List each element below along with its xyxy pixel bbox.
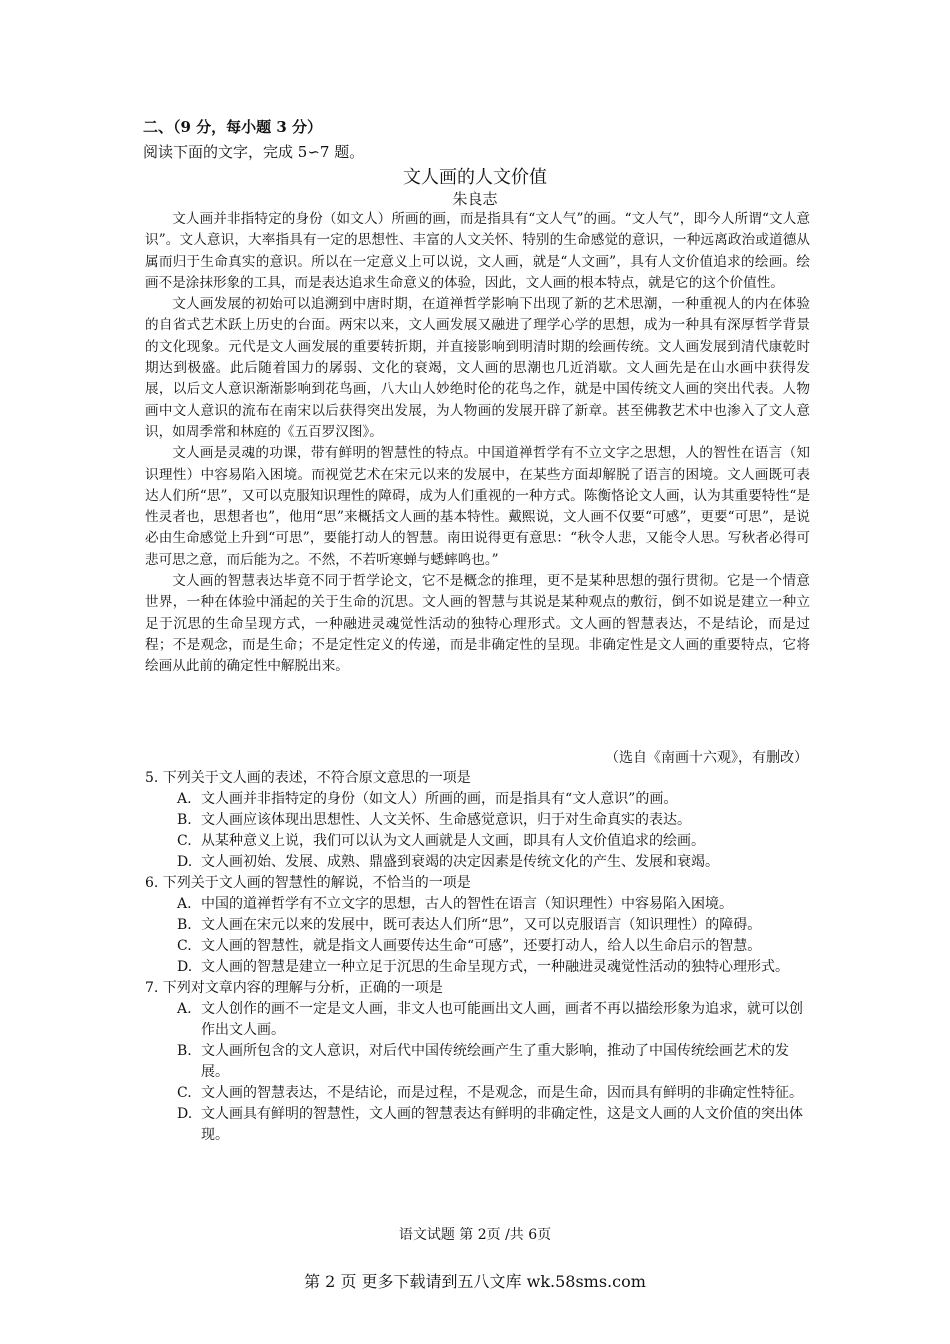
option-d bbox=[177, 1104, 813, 1146]
question-stem: 6. 下列关于文人画的智慧性的解说，不恰当的一项是 bbox=[145, 875, 471, 891]
option-text: 从某种意义上说，我们可以认为文人画就是人文画，即具有人文价值追求的绘画。 bbox=[201, 833, 705, 849]
option-c bbox=[177, 831, 813, 852]
option-letter: C. bbox=[177, 1085, 192, 1101]
option-c bbox=[177, 936, 813, 957]
option-text: 文人画应该体现出思想性、人文关怀、生命感觉意识，归于对生命真实的表达。 bbox=[201, 812, 691, 828]
download-banner: 第 2 页 更多下载请到五八文库 wk.58sms.com bbox=[304, 1272, 646, 1291]
option-letter: A. bbox=[177, 896, 192, 912]
option-letter: C. bbox=[177, 938, 192, 954]
article-paragraph: 文人画的智慧表达毕竟不同于哲学论文，它不是概念的推理，更不是某种思想的强行贯彻。它是一个情意世界，一种在体验中涌起的关于生命的沉思。文人画的智慧与其说是某种观点的敷衍，倒不如说是建立一种立足于沉思的生命呈现方式，一种融进灵魂觉性活动的独特心理形式。文人画的智慧表达，不是结论，而是过程；不是观念，而是生命；不是定性定义的传递，而是非确定性的呈现。非确定性是文人画的重要特点，它将绘画从此前的确定性中解脱出来。 bbox=[145, 573, 810, 675]
option-letter: C. bbox=[177, 833, 192, 849]
option-letter: D. bbox=[177, 1106, 193, 1122]
question-stem: 5. 下列关于文人画的表述，不符合原文意思的一项是 bbox=[145, 770, 471, 786]
option-b bbox=[177, 915, 813, 936]
option-a bbox=[177, 999, 813, 1041]
option-letter: A. bbox=[177, 791, 192, 807]
question-list bbox=[145, 768, 813, 1146]
option-text: 中国的道禅哲学有不立文字的思想，古人的智性在语言（知识理性）中容易陷入困境。 bbox=[201, 896, 733, 912]
option-d bbox=[177, 852, 813, 873]
article-title: 文人画的人文价值 bbox=[403, 167, 547, 188]
option-letter: D. bbox=[177, 854, 193, 870]
question-stem: 7. 下列对文章内容的理解与分析，正确的一项是 bbox=[145, 980, 443, 996]
option-a bbox=[177, 894, 813, 915]
option-letter: B. bbox=[177, 812, 192, 828]
option-text: 文人画具有鲜明的智慧性，文人画的智慧表达有鲜明的非确定性，这是文人画的人文价值的突出体现。 bbox=[201, 1106, 803, 1143]
article-paragraph: 文人画是灵魂的功课，带有鲜明的智慧性的特点。中国道禅哲学有不立文字之思想，人的智性在语言（知识理性）中容易陷入困境。而视觉艺术在宋元以来的发展中，在某些方面却解脱了语言的困境。文人画既可表达人们所“思”，又可以克服知识理性的障碍，成为人们重视的一种方式。陈衡恪论文人画，认为其重要特性“是性灵者也，思想者也”，他用“思”来概括文人画的基本特性。戴熙说，文人画不仅要“可感”，更要“可思”，是说必由生命感觉上升到“可思”，要能打动人的智慧。南田说得更有意思：“秋令人悲，又能令人思。写秋者必得可悲可思之意，而后能为之。不然，不若听寒蝉与蟋蟀鸣也。” bbox=[145, 445, 810, 568]
option-letter: B. bbox=[177, 917, 192, 933]
question-6 bbox=[145, 873, 813, 978]
option-c bbox=[177, 1083, 813, 1104]
option-letter: D. bbox=[177, 959, 193, 975]
article-body bbox=[145, 209, 810, 678]
option-text: 文人画在宋元以来的发展中，既可表达人们所“思”，又可以克服语言（知识理性）的障碍。 bbox=[201, 917, 762, 933]
option-text: 文人画所包含的文人意识，对后代中国传统绘画产生了重大影响，推动了中国传统绘画艺术的发展。 bbox=[201, 1043, 789, 1080]
option-letter: B. bbox=[177, 1043, 192, 1059]
question-7 bbox=[145, 978, 813, 1146]
article-source: （选自《南画十六观》，有删改） bbox=[605, 750, 808, 766]
option-text: 文人画并非指特定的身份（如文人）所画的画，而是指具有“文人意识”的画。 bbox=[201, 791, 678, 807]
option-a bbox=[177, 789, 813, 810]
question-5 bbox=[145, 768, 813, 873]
article-paragraph: 文人画发展的初始可以追溯到中唐时期，在道禅哲学影响下出现了新的艺术思潮，一种重视人的内在体验的自省式艺术跃上历史的台面。两宋以来，文人画发展又融进了理学心学的思想，成为一种具有深厚哲学背景的文化现象。元代是文人画发展的重要转折期，并直接影响到明清时期的绘画传统。文人画发展到清代康乾时期达到极盛。此后随着国力的孱弱、文化的衰竭，文人画的思潮也几近消歇。文人画先是在山水画中获得发展，以后文人意识渐渐影响到花鸟画，八大山人妙绝时伦的花鸟之作，就是中国传统文人画的突出代表。人物画中文人意识的流布在南宋以后获得突出发展，为人物画的发展开辟了新章。甚至佛教艺术中也渗入了文人意识，如周季常和林庭的《五百罗汉图》。 bbox=[145, 296, 810, 440]
option-text: 文人画初始、发展、成熟、鼎盛到衰竭的决定因素是传统文化的产生、发展和衰竭。 bbox=[201, 854, 719, 870]
section-title: 二、（9 分，每小题 3 分） bbox=[143, 118, 323, 136]
option-b bbox=[177, 810, 813, 831]
option-b bbox=[177, 1041, 813, 1083]
option-text: 文人创作的画不一定是文人画，非文人也可能画出文人画，画者不再以描绘形象为追求，就可以创作出文人画。 bbox=[201, 1001, 803, 1038]
option-text: 文人画的智慧是建立一种立足于沉思的生命呈现方式，一种融进灵魂觉性活动的独特心理形式。 bbox=[201, 959, 789, 975]
option-text: 文人画的智慧性，就是指文人画要传达生命“可感”，还要打动人，给人以生命启示的智慧。 bbox=[201, 938, 762, 954]
article-paragraph: 文人画并非指特定的身份（如文人）所画的画，而是指具有“文人气”的画。“文人气”，即今人所谓“文人意识”。文人意识，大率指具有一定的思想性、丰富的人文关怀、特别的生命感觉的意识，一种远离政治或道德从属而归于生命真实的意识。所以在一定意义上可以说，文人画，就是“人文画”，具有人文价值追求的绘画。绘画不是涂抹形象的工具，而是表达追求生命意义的体验，因此，文人画的根本特点，就是它的这个价值性。 bbox=[145, 211, 810, 291]
option-d bbox=[177, 957, 813, 978]
article-author: 朱良志 bbox=[452, 190, 498, 208]
option-letter: A. bbox=[177, 1001, 192, 1017]
option-text: 文人画的智慧表达，不是结论，而是过程，不是观念，而是生命，因而具有鲜明的非确定性特征。 bbox=[201, 1085, 803, 1101]
page-footer: 语文试题 第 2页 /共 6页 bbox=[398, 1227, 552, 1243]
section-instruction: 阅读下面的文字，完成 5∽7 题。 bbox=[143, 143, 365, 161]
